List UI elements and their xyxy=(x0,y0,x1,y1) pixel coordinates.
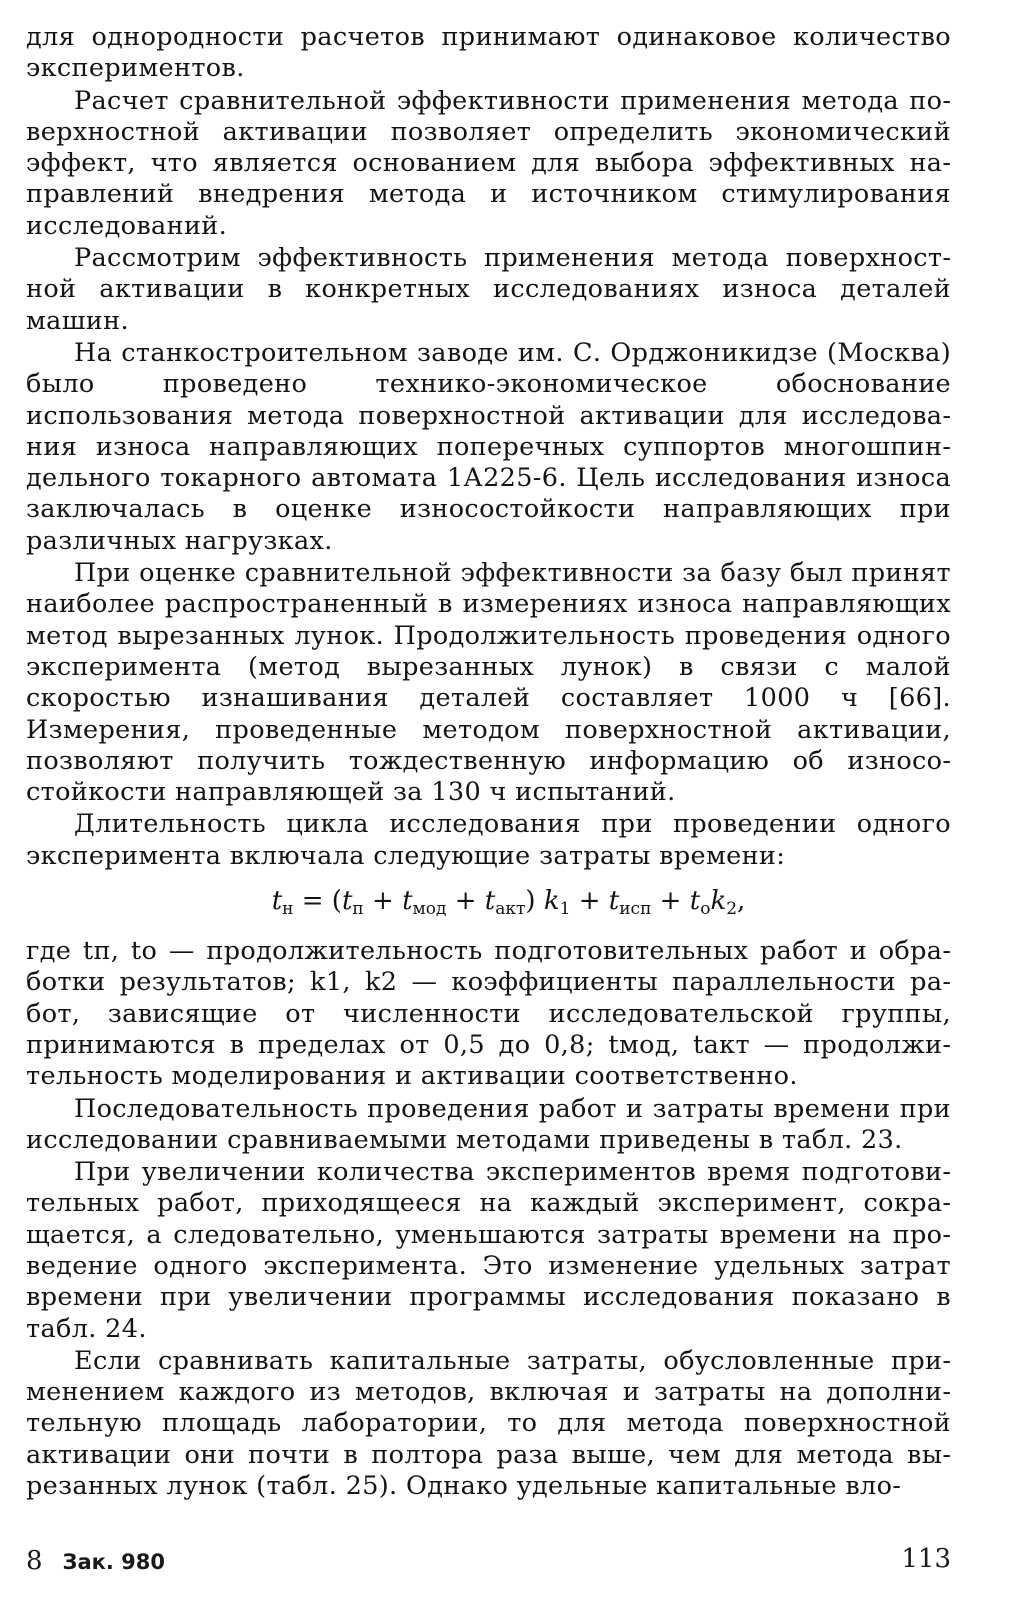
paragraph-1: для однородности расчетов принимают одинаковое количество экспериментов. xyxy=(26,22,951,84)
page-footer xyxy=(26,1542,951,1582)
paragraph-6: Длительность цикла исследования при проведении одного эксперимента включала следующие затраты времени: xyxy=(26,809,951,871)
order-number: Зак. 980 xyxy=(62,1550,166,1574)
paragraph-7: где tп, tо — продолжительность подготовительных работ и обработки результатов; k1, k2 — коэффициенты параллельности работ, зависящие от численности исследовательской группы, принимаются в пределах от 0,5 до 0,8; tмод, tакт — продолжительность моделирования и активации соответственно. xyxy=(26,936,951,1092)
page-number: 113 xyxy=(901,1544,951,1574)
paragraph-5: При оценке сравнительной эффективности за базу был принят наиболее распространенный в измерениях износа направляющих метод вырезанных лунок. Продолжительность проведения одного эксперимента (метод вырезанных лунок) в связи с малой скоростью изнашивания деталей составляет 1000 ч [66]. Измерения, проведенные методом поверхностной активации, позволяют получить тождественную информацию об износостойкости направляющей за 130 ч испытаний. xyxy=(26,558,951,808)
paragraph-3: Рассмотрим эффективность применения метода поверхностной активации в конкретных исследованиях износа деталей машин. xyxy=(26,243,951,336)
paragraph-2: Расчет сравнительной эффективности применения метода поверхностной активации позволяет определить экономический эффект, что является основанием для выбора эффективных направлений внедрения метода и источником стимулирования исследований. xyxy=(26,85,951,241)
cycle-time-formula: $t_н = (t_п + t_{мод} + t_{акт}) k_1 + t_{исп} + t_оk_2$, xyxy=(271,886,746,920)
paragraph-9: При увеличении количества экспериментов время подготовительных работ, приходящееся на каждый эксперимент, сокращается, а следовательно, уменьшаются затраты времени на проведение одного эксперимента. Это изменение удельных затрат времени при увеличении программы исследования показано в табл. 24. xyxy=(26,1157,951,1344)
printer-signature xyxy=(26,1546,165,1576)
paragraph-8: Последовательность проведения работ и затраты времени при исследовании сравниваемыми методами приведены в табл. 23. xyxy=(26,1093,951,1155)
signature-number: 8 xyxy=(26,1546,43,1576)
paragraph-4: На станкостроительном заводе им. С. Орджоникидзе (Москва) было проведено технико-экономическое обоснование использования метода поверхностной активации для исследования износа направляющих поперечных суппортов многошпиндельного токарного автомата 1А225-6. Цель исследования износа заключалась в оценке износостойкости направляющих при различных нагрузках. xyxy=(26,337,951,556)
paragraph-10: Если сравнивать капитальные затраты, обусловленные применением каждого из методов, включая и затраты на дополнительную площадь лаборатории, то для метода поверхностной активации они почти в полтора раза выше, чем для метода вырезанных лунок (табл. 25). Однако удельные капитальные вло- xyxy=(26,1345,951,1502)
